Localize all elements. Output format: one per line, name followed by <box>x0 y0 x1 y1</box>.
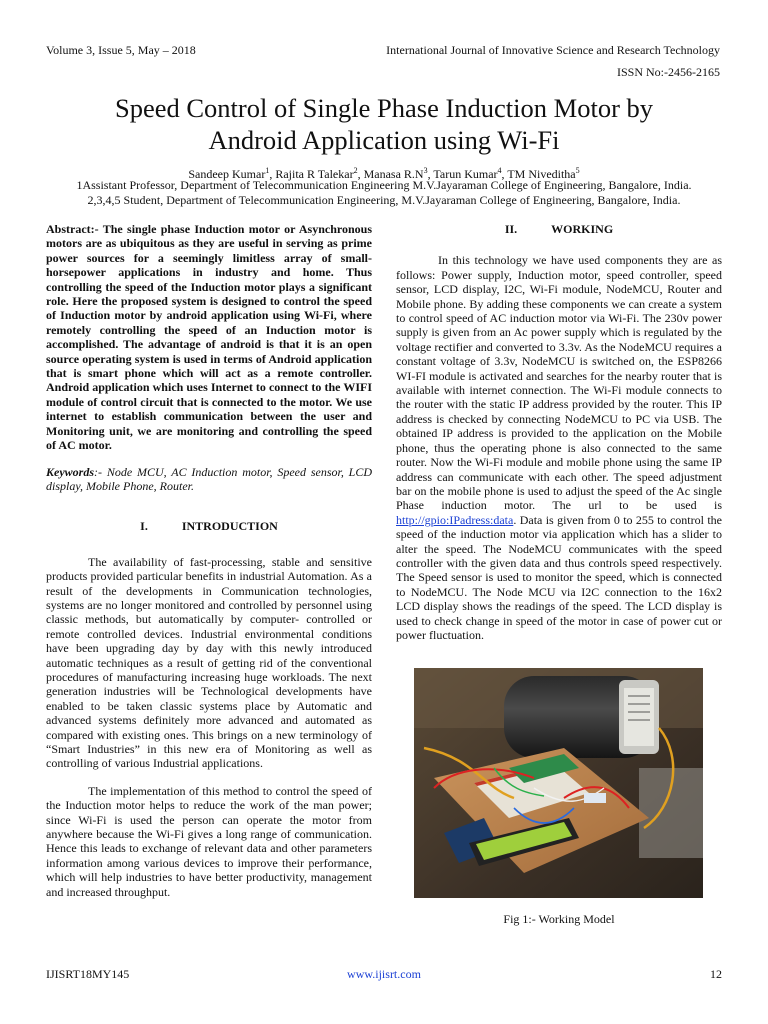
author-sup: 1 <box>265 166 270 175</box>
working-model-photo <box>414 668 703 898</box>
keywords <box>46 465 372 494</box>
author: Sandeep Kumar <box>188 167 266 181</box>
author: Tarun Kumar <box>433 167 498 181</box>
journal-name-header: International Journal of Innovative Science and Research Technology <box>386 43 720 57</box>
keywords-label: Keywords <box>46 464 94 479</box>
author: Rajita R Talekar <box>275 167 354 181</box>
author-list: Sandeep Kumar$^1$, Rajita R Talekar$^2$, Manasa $R.N^3$, Tarun Kumar$^4$, TM Niveditha$^5$ <box>188 166 580 181</box>
author-sup: 2 <box>353 166 358 175</box>
working-paragraph <box>396 253 722 642</box>
page-number: 12 <box>710 967 722 981</box>
intro-paragraph-1: The availability of fast-processing, stable and sensitive products provided particular benefits in industrial Automation. As a result of the developments in Communication technologies, systems are no longer monitored and controlled by personnel using classic methods, but automatically by computer- controlled or remote controlled devices. Industrial environmental conditions have been upgrading day by day with this newly introduced automatic techniques as a result of getting rid of the conventional procedures of manufacturing increasing huge workloads. The next generation industries will be Technological developments have enabled to be taken classic systems place by Automatic and advanced systems definitely more advanced and automated as compared with existing ones. This brings on a new terminology of “Smart Industries” in this new era of Monitoring as well as controlling of various Industrial applications. <box>46 554 372 771</box>
section-title: WORKING <box>551 222 614 236</box>
author-sup: 3 <box>423 166 428 175</box>
author: TM Niveditha <box>507 167 576 181</box>
section-number: I. <box>140 519 148 534</box>
affiliation-1: 1Assistant Professor, Department of Telecommunication Engineering M.V.Jayaraman College of Engineering, Bangalore, India. <box>76 178 692 192</box>
right-column <box>396 222 722 642</box>
working-model-illustration <box>414 668 703 898</box>
section-number: II. <box>504 222 518 236</box>
paper-title <box>30 92 738 156</box>
left-column <box>46 222 372 899</box>
affiliations <box>20 178 748 208</box>
section-heading-working <box>396 222 722 236</box>
working-text-a: In this technology we have used components they are as follows: Power supply, Induction motor, speed controller, speed sensor, LCD display, I2C, Wi-Fi module, NodeMCU, Router and Mobile phone. By adding these components we can create a system to control speed of AC induction motor via Wi-Fi. The 230v power supply is given from an Ac power supply which is regulated by the voltage rectifier and converted to 3.3v. As the NodeMCU requires a constant voltage of 3.3v, NodeMCU is switched on, the ESP8266 WI-FI module is activated and searches for the nearby router that is available with internet connection. The Wi-Fi module connects to the router with the static IP address provided by the router. This IP address is checked by connecting NodeMCU to PC via USB. The obtained IP address is provided to the application on the Mobile phone, thus the operating phone is also connected to the same router. Now the Wi-Fi module and mobile phone using the same IP address can communicate with each other. The speed adjustment bar on the mobile phone is used to adjust the speed of the Ac single Phase induction motor. The url to be used is <box>396 253 722 513</box>
intro-paragraph-2: The implementation of this method to control the speed of the Induction motor helps to reduce the work of the man power; since Wi-Fi is used the person can operate the motor from anywhere because the Wi-Fi gives a long range of communication. Hence this leads to exchange of relevant data and other parameters information among various devices to improve their performance, which will help industries to have better productivity, management and increased throughput. <box>46 783 372 899</box>
title-line-1: Speed Control of Single Phase Induction Motor by <box>114 93 654 123</box>
section-heading-introduction <box>46 519 372 533</box>
paper-id-footer: IJISRT18MY145 <box>46 967 130 981</box>
affiliation-2: 2,3,4,5 Student, Department of Telecommunication Engineering, M.V.Jayaraman College of Engineering, Bangalore, India. <box>87 193 681 207</box>
issn-header: ISSN No:-2456-2165 <box>616 65 720 79</box>
working-text-b: . Data is given from 0 to 255 to control the speed of the induction motor via application which has a slider to alter the speed. The NodeMCU communicates with the speed controller with the given data and thus controls speed respectively. The Speed sensor is used to monitor the speed, which is connected to NodeMCU. The Node MCU via I2C connection to the 16x2 LCD display shows the readings of the speed. The LCD display is used to check change in speed of the motor in case of power cut or power fluctuation. <box>396 512 722 642</box>
figure-caption: Fig 1:- Working Model <box>503 912 615 926</box>
keywords-text: :- Node MCU, AC Induction motor, Speed sensor, LCD display, Mobile Phone, Router. <box>46 464 372 493</box>
author-sup: 4 <box>497 166 502 175</box>
author: Manasa R.N <box>363 167 424 181</box>
author-sup: 5 <box>575 166 580 175</box>
title-line-2: Android Application using Wi-Fi <box>208 125 560 155</box>
section-title: INTRODUCTION <box>181 519 278 534</box>
gpio-url-link[interactable]: http://gpio:IPadress:data <box>396 512 514 527</box>
journal-volume-header: Volume 3, Issue 5, May – 2018 <box>46 43 196 57</box>
website-footer-link[interactable]: www.ijisrt.com <box>347 967 421 981</box>
abstract: Abstract:- The single phase Induction motor or Asynchronous motors are as ubiquitous as they are useful in serving as prime power sources for a seemingly limitless array of small-horsepower applications in industry and home. Thus controlling the speed of the Induction motor plays a significant role. Here the proposed system is designed to control the speed of Induction motor by android application using Wi-Fi, where remotely controlling the speed of an Induction motor is accomplished. The advantage of android is that it is an open source operating system is used in terms of Android application that is smart phone which will act as a remote controller. Android application which uses Internet to connect to the WIFI module of control circuit that is connected to the motor. We use internet to establish communication between the user and Monitoring unit, we are monitoring and controlling the speed of AC motor. <box>46 222 372 453</box>
